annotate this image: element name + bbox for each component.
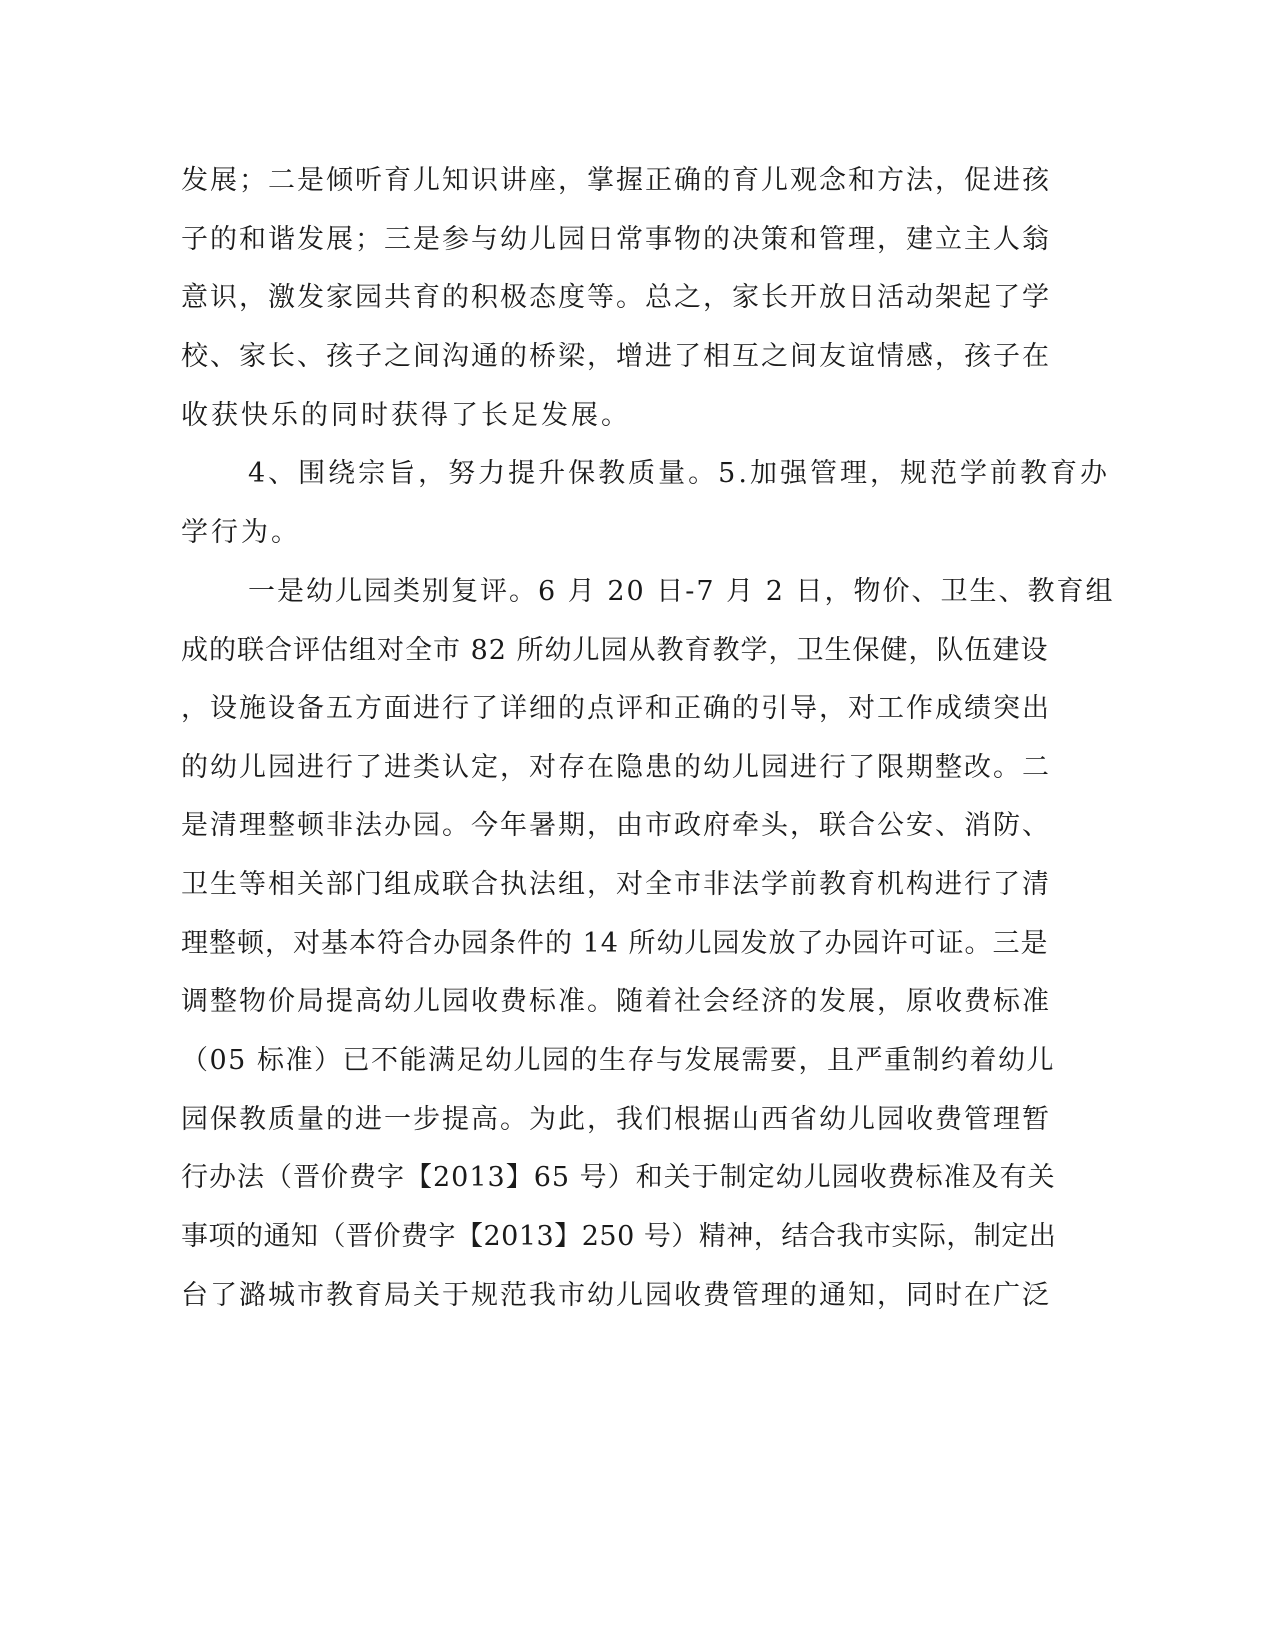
text-line: 一是幼儿园类别复评。6 月 20 日-7 月 2 日，物价、卫生、教育组 xyxy=(248,576,1115,607)
text-line: 成的联合评估组对全市 82 所幼儿园从教育教学，卫生保健，队伍建设 xyxy=(181,635,1049,666)
text-line: 调整物价局提高幼儿园收费标准。随着社会经济的发展，原收费标准 xyxy=(181,986,1051,1017)
text-line: 发展；二是倾听育儿知识讲座，掌握正确的育儿观念和方法，促进孩 xyxy=(181,165,1051,196)
text-line: ，设施设备五方面进行了详细的点评和正确的引导，对工作成绩突出 xyxy=(181,693,1051,724)
text-line: 理整顿，对基本符合办园条件的 14 所幼儿园发放了办园许可证。三是 xyxy=(181,928,1049,959)
text-line: 4、围绕宗旨，努力提升保教质量。5.加强管理，规范学前教育办 xyxy=(248,458,1110,489)
text-line: 事项的通知（晋价费字【2013】250 号）精神，结合我市实际，制定出 xyxy=(181,1221,1057,1252)
text-line: 的幼儿园进行了进类认定，对存在隐患的幼儿园进行了限期整改。二 xyxy=(181,752,1051,783)
text-line: 卫生等相关部门组成联合执法组，对全市非法学前教育机构进行了清 xyxy=(181,869,1051,900)
text-line: 台了潞城市教育局关于规范我市幼儿园收费管理的通知，同时在广泛 xyxy=(181,1280,1051,1311)
text-line: 意识，激发家园共育的积极态度等。总之，家长开放日活动架起了学 xyxy=(181,282,1051,313)
text-line: 是清理整顿非法办园。今年暑期，由市政府牵头，联合公安、消防、 xyxy=(181,810,1051,841)
text-line: 园保教质量的进一步提高。为此，我们根据山西省幼儿园收费管理暂 xyxy=(181,1104,1051,1135)
text-line: 收获快乐的同时获得了长足发展。 xyxy=(181,400,631,431)
text-line: 校、家长、孩子之间沟通的桥梁，增进了相互之间友谊情感，孩子在 xyxy=(181,341,1051,372)
text-line: 子的和谐发展；三是参与幼儿园日常事物的决策和管理，建立主人翁 xyxy=(181,224,1051,255)
text-line: 学行为。 xyxy=(181,517,301,548)
text-line: （05 标准）已不能满足幼儿园的生存与发展需要，且严重制约着幼儿 xyxy=(181,1045,1055,1076)
text-line: 行办法（晋价费字【2013】65 号）和关于制定幼儿园收费标准及有关 xyxy=(181,1162,1056,1193)
